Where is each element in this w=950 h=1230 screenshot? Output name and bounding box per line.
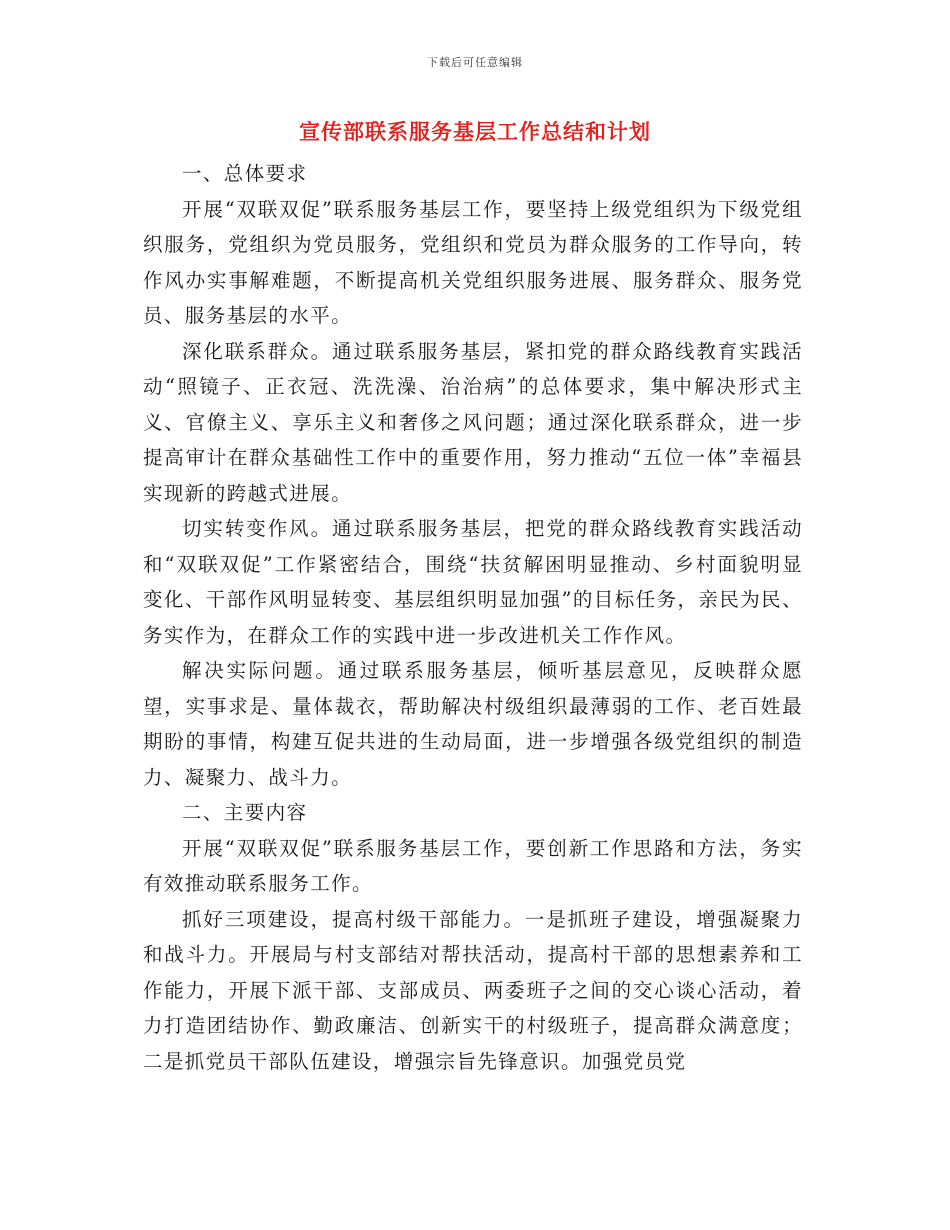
paragraph-5: 开展“双联双促”联系服务基层工作，要创新工作思路和方法，务实有效推动联系服务工作。	[143, 836, 803, 895]
header-note: 下载后可任意编辑	[427, 56, 523, 69]
section-heading-overall-requirements: 一、总体要求	[182, 162, 308, 185]
paragraph-1: 开展“双联双促”联系服务基层工作，要坚持上级党组织为下级党组织服务，党组织为党员服务，党组织和党员为群众服务的工作导向，转作风办实事解难题，不断提高机关党组织服务进展、服务群众、服务党员、服务基层的水平。	[143, 197, 803, 327]
document-body	[143, 156, 803, 1079]
document-title: 宣传部联系服务基层工作总结和计划	[299, 119, 651, 144]
paragraph-2: 深化联系群众。通过联系服务基层，紧扣党的群众路线教育实践活动“照镜子、正衣冠、洗洗澡、治治病”的总体要求，集中解决形式主义、官僚主义、享乐主义和奢侈之风问题；通过深化联系群众，进一步提高审计在群众基础性工作中的重要作用，努力推动“五位一体”幸福县实现新的跨越式进展。	[143, 339, 803, 505]
section-heading-main-content: 二、主要内容	[182, 801, 308, 824]
paragraph-4: 解决实际问题。通过联系服务基层，倾听基层意见，反映群众愿望，实事求是、量体裁衣，帮助解决村级组织最薄弱的工作、老百姓最期盼的事情，构建互促共进的生动局面，进一步增强各级党组织的制造力、凝聚力、战斗力。	[143, 659, 803, 789]
paragraph-3: 切实转变作风。通过联系服务基层，把党的群众路线教育实践活动和“双联双促”工作紧密结合，围绕“扶贫解困明显推动、乡村面貌明显变化、干部作风明显转变、基层组织明显加强”的目标任务，亲民为民、务实作为，在群众工作的实践中进一步改进机关工作作风。	[143, 517, 803, 647]
paragraph-6: 抓好三项建设，提高村级干部能力。一是抓班子建设，增强凝聚力和战斗力。开展局与村支部结对帮扶活动，提高村干部的思想素养和工作能力，开展下派干部、支部成员、两委班子之间的交心谈心活动，着力打造团结协作、勤政廉洁、创新实干的村级班子，提高群众满意度；二是抓党员干部队伍建设，增强宗旨先锋意识。加强党员党	[143, 907, 803, 1073]
